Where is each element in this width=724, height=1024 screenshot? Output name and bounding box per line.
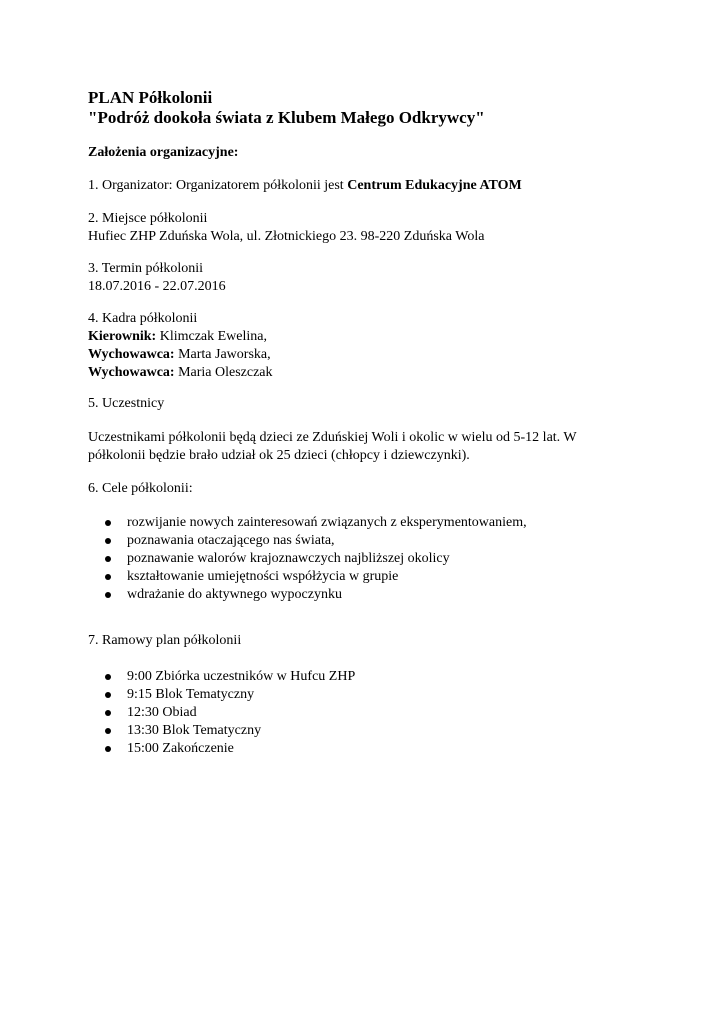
page-subtitle-quote: "Podróż dookoła świata z Klubem Małego Odkrywcy" [88,108,485,127]
list-item-text: 12:30 Obiad [127,705,197,720]
schedule-heading: 7. Ramowy plan półkolonii [88,633,242,648]
list-item-text: poznawanie walorów krajoznawczych najbliższej okolicy [127,551,450,566]
list-item [105,550,527,568]
staff-row [88,328,273,346]
section-location [88,210,484,246]
staff-name: Marta Jaworska, [174,347,271,362]
staff-role: Wychowawca: [88,365,175,380]
list-item-text: kształtowanie umiejętności współżycia w grupie [127,569,399,584]
list-item-text: 9:00 Zbiórka uczestników w Hufcu ZHP [127,669,356,684]
section-staff [88,310,273,382]
list-item [105,586,527,604]
bullet-icon [105,556,111,562]
bullet-icon [105,710,111,716]
page-title: PLAN Półkolonii [88,88,213,107]
list-item-text: wdrażanie do aktywnego wypoczynku [127,587,342,602]
list-item-text: 9:15 Blok Tematyczny [127,687,255,702]
goals-heading: 6. Cele półkolonii: [88,481,193,496]
dates-heading: 3. Termin półkolonii [88,261,204,276]
location-heading: 2. Miejsce półkolonii [88,211,208,226]
list-item [105,514,527,532]
staff-row [88,346,273,364]
list-item-text: 15:00 Zakończenie [127,741,234,756]
staff-name: Klimczak Ewelina, [156,329,267,344]
bullet-icon [105,538,111,544]
participants-line: półkolonii będzie brało udział ok 25 dzieci (chłopcy i dziewczynki). [88,448,470,463]
schedule-list [105,668,355,758]
list-item [105,668,355,686]
title-block [88,88,485,128]
list-item [105,704,355,722]
list-item [105,740,355,758]
bullet-icon [105,674,111,680]
location-value: Hufiec ZHP Zduńska Wola, ul. Złotnickiego 23. 98-220 Zduńska Wola [88,229,485,244]
bullet-icon [105,692,111,698]
list-item-text: 13:30 Blok Tematyczny [127,723,262,738]
organizational-assumptions-heading: Założenia organizacyjne: [88,145,239,160]
staff-role: Kierownik: [88,329,157,344]
list-item [105,532,527,550]
list-item [105,568,527,586]
dates-value: 18.07.2016 - 22.07.2016 [88,279,226,294]
section-participants [88,429,577,465]
list-item-text: poznawania otaczającego nas świata, [127,533,335,548]
participants-line: Uczestnikami półkolonii będą dzieci ze Zduńskiej Woli i okolic w wielu od 5-12 lat. W [88,430,577,445]
list-item-text: rozwijanie nowych zainteresowań związanych z eksperymentowaniem, [127,515,527,530]
bullet-icon [105,592,111,598]
staff-heading: 4. Kadra półkolonii [88,311,198,326]
section-organizer [88,177,522,195]
bullet-icon [105,574,111,580]
goals-list [105,514,527,604]
staff-row [88,364,273,382]
staff-role: Wychowawca: [88,347,175,362]
organizer-name: Centrum Edukacyjne ATOM [347,178,522,193]
staff-name: Maria Oleszczak [174,365,273,380]
section-dates [88,260,226,296]
bullet-icon [105,520,111,526]
list-item [105,686,355,704]
participants-heading: 5. Uczestnicy [88,396,165,411]
list-item [105,722,355,740]
organizer-text: 1. Organizator: Organizatorem półkolonii jest [88,178,348,193]
bullet-icon [105,728,111,734]
bullet-icon [105,746,111,752]
